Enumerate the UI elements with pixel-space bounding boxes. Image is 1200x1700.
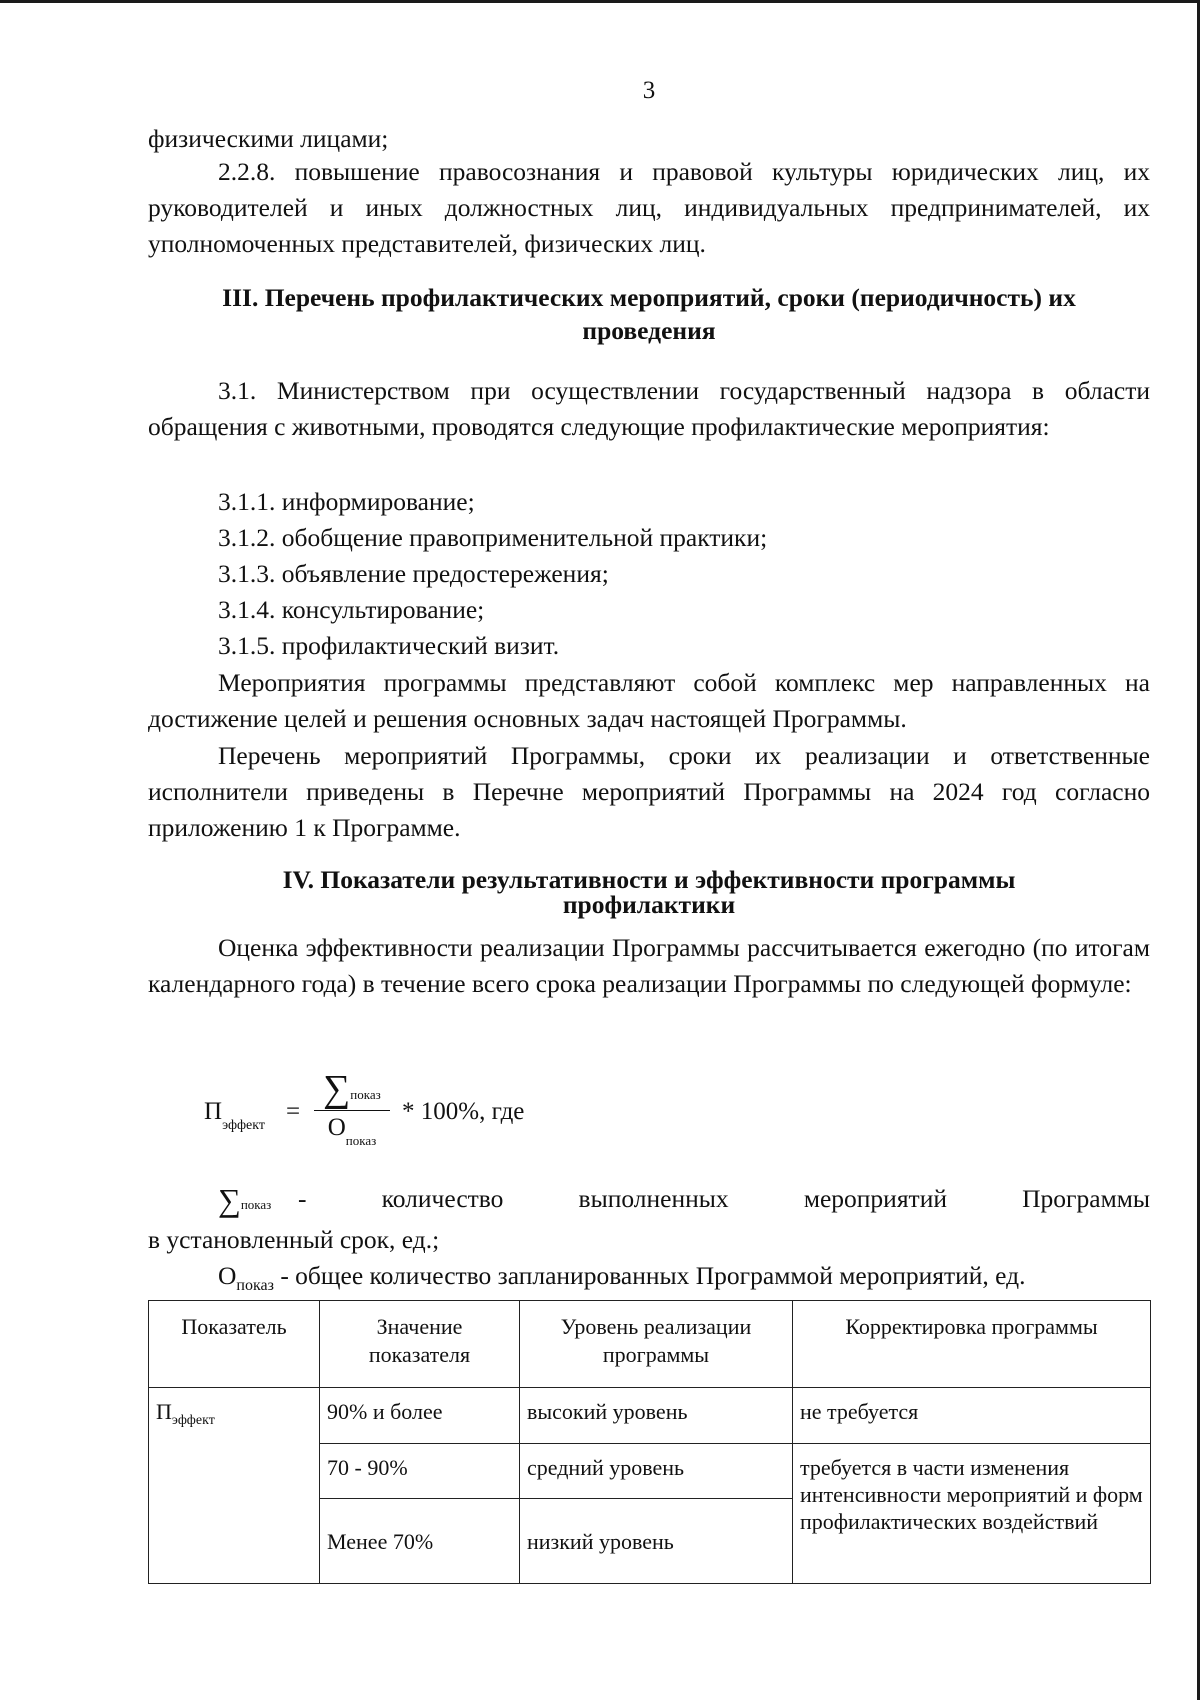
definition-sum-continuation: в установленный срок, ед.; bbox=[148, 1225, 440, 1254]
section-3-heading-line-1: III. Перечень профилактических мероприятий, сроки (периодичность) их bbox=[222, 283, 1076, 312]
section-3-heading bbox=[148, 281, 1150, 347]
table-cell: 70 - 90% bbox=[320, 1444, 520, 1499]
formula-fraction bbox=[310, 1068, 394, 1158]
page-number: 3 bbox=[642, 77, 656, 104]
formula-numerator: ∑показ bbox=[323, 1068, 381, 1110]
list-item-3-1-2: 3.1.2. обобщение правоприменительной практики; bbox=[218, 523, 768, 552]
indicators-table bbox=[148, 1300, 1151, 1584]
list-item-3-1-4: 3.1.4. консультирование; bbox=[218, 595, 485, 624]
section-3-heading-line-2: проведения bbox=[582, 316, 716, 345]
paragraph-continuation: физическими лицами; bbox=[148, 124, 389, 153]
table-cell: 90% и более bbox=[320, 1388, 520, 1444]
formula-equals: = bbox=[286, 1098, 301, 1125]
page-border-top bbox=[0, 0, 1200, 3]
section-4-heading bbox=[148, 867, 1150, 917]
list-item-3-1-5: 3.1.5. профилактический визит. bbox=[218, 631, 560, 660]
table-cell: не требуется bbox=[793, 1388, 1151, 1444]
table-cell: высокий уровень bbox=[520, 1388, 793, 1444]
table-cell: средний уровень bbox=[520, 1444, 793, 1499]
formula-lhs: $П_{эффект}$ bbox=[204, 1098, 265, 1133]
paragraph-measures-list: Перечень мероприятий Программы, сроки их реализации и ответственные исполнители приведены в Перечне мероприятий Программы на 2024 год согласно приложению 1 к Программе. bbox=[148, 741, 1150, 842]
table-header-cell: Корректировка программы bbox=[793, 1301, 1151, 1388]
formula-suffix: * 100%, где bbox=[402, 1098, 525, 1125]
table-header-cell: Показатель bbox=[149, 1301, 320, 1388]
table-cell-merged: требуется в части изменения интенсивности мероприятий и форм профилактических воздействий bbox=[793, 1444, 1151, 1584]
table-cell: низкий уровень bbox=[520, 1499, 793, 1584]
list-item-3-1-3: 3.1.3. объявление предостережения; bbox=[218, 559, 609, 588]
definition-total: $О_{показ}$ - общее количество запланированных Программой мероприятий, ед. bbox=[218, 1261, 1026, 1294]
section-4-heading-line-1: IV. Показатели результативности и эффективности программы bbox=[282, 865, 1016, 894]
table-header-cell: Уровень реализации программы bbox=[520, 1301, 793, 1388]
definition-sum-symbol: ∑показ bbox=[218, 1182, 272, 1218]
section-4-heading-line-2: профилактики bbox=[562, 890, 736, 919]
paragraph-evaluation: Оценка эффективности реализации Программы рассчитывается ежегодно (по итогам календарного года) в течение всего срока реализации Программы по следующей формуле: bbox=[148, 933, 1150, 998]
table-header-row bbox=[149, 1301, 1151, 1388]
definition-sum-text: - количество выполненных мероприятий Программы bbox=[298, 1184, 1150, 1213]
paragraph-3-1: 3.1. Министерством при осуществлении государственный надзора в области обращения с животными, проводятся следующие профилактические мероприятия: bbox=[148, 376, 1150, 441]
table-cell-indicator: $П_{эффект}$ bbox=[149, 1388, 320, 1584]
formula-denominator: $О_{показ}$ bbox=[327, 1114, 377, 1148]
table-header-cell: Значение показателя bbox=[320, 1301, 520, 1388]
table-row bbox=[149, 1388, 1151, 1444]
definition-sum bbox=[218, 1182, 1150, 1222]
table-cell: Менее 70% bbox=[320, 1499, 520, 1584]
paragraph-measures: Мероприятия программы представляют собой комплекс мер направленных на достижение целей и решения основных задач настоящей Программы. bbox=[148, 668, 1150, 733]
list-item-3-1-1: 3.1.1. информирование; bbox=[218, 487, 475, 516]
paragraph-2-2-8: 2.2.8. повышение правосознания и правовой культуры юридических лиц, их руководителей и иных должностных лиц, индивидуальных предпринимателей, их уполномоченных представителей, физических лиц. bbox=[148, 157, 1150, 258]
efficiency-formula bbox=[204, 1068, 624, 1158]
